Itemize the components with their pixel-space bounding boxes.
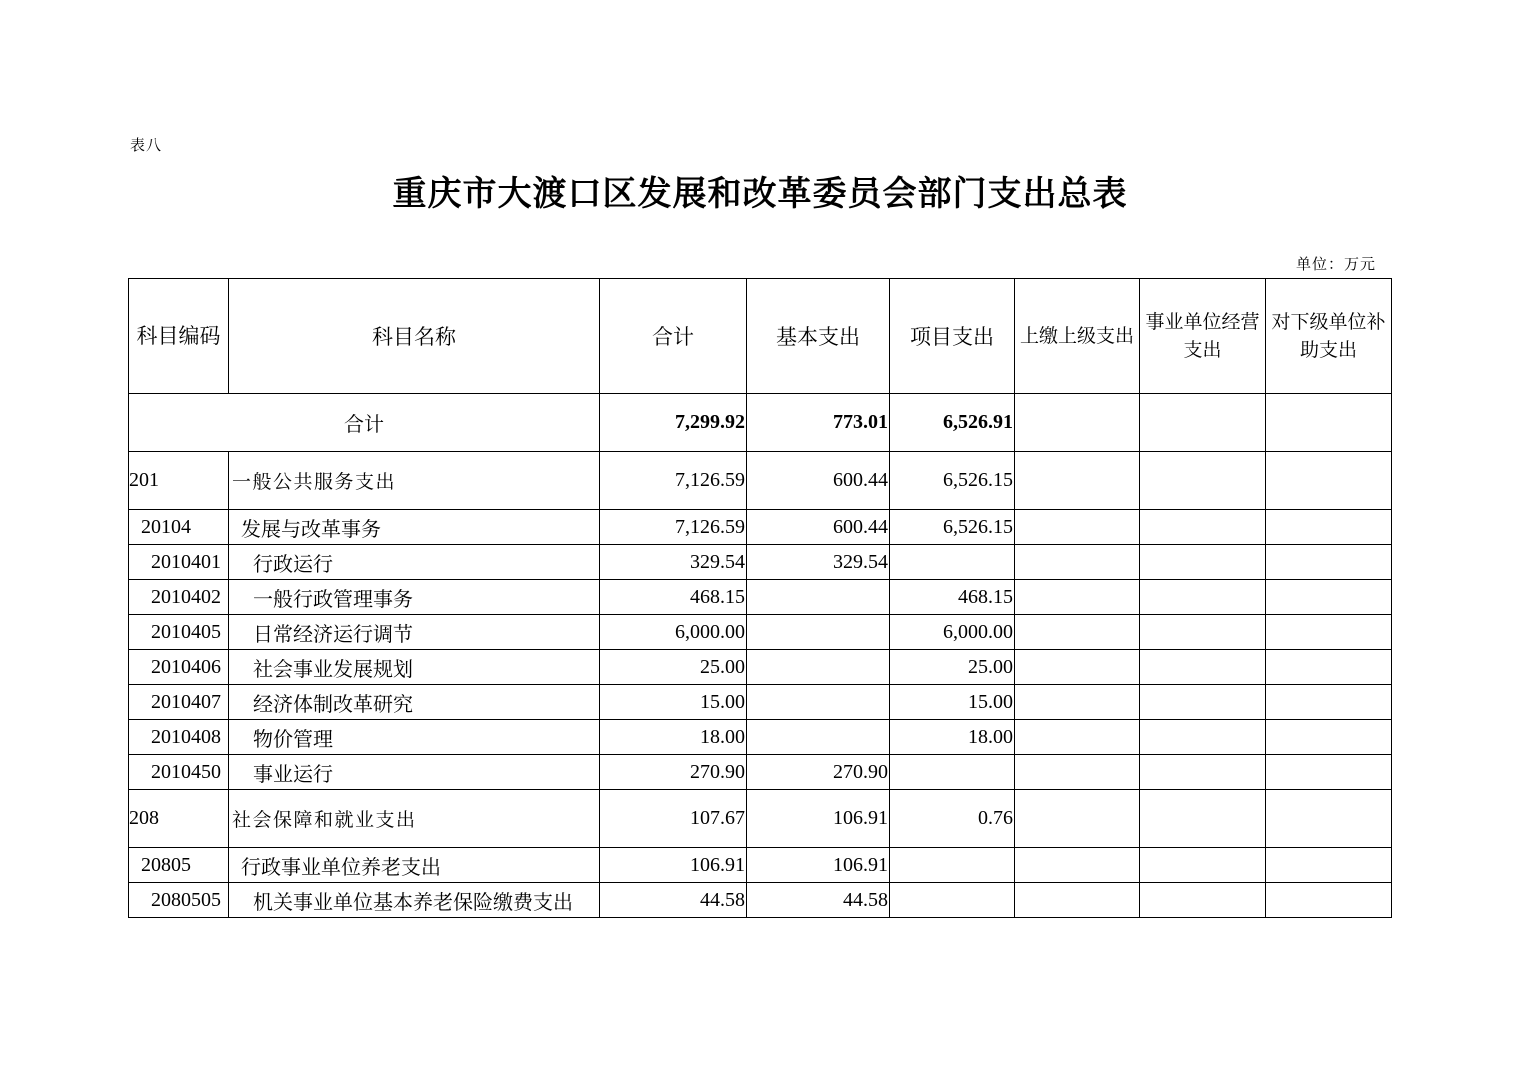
- row-code: 20805: [129, 848, 229, 883]
- row-basic: 270.90: [747, 755, 890, 790]
- header-basic: 基本支出: [747, 279, 890, 394]
- row-name: 一般公共服务支出: [229, 452, 600, 510]
- row-code: 2010407: [129, 685, 229, 720]
- total-subsidy: [1266, 394, 1392, 452]
- row-project: [890, 883, 1015, 918]
- row-name: 社会保障和就业支出: [229, 790, 600, 848]
- header-row: [129, 279, 1392, 394]
- table-row: [129, 650, 1392, 685]
- row-subsidy: [1266, 580, 1392, 615]
- header-subsidy: 对下级单位补助支出: [1266, 279, 1392, 394]
- row-basic: 106.91: [747, 790, 890, 848]
- table-label: 表八: [130, 136, 163, 154]
- row-name: 行政事业单位养老支出: [229, 848, 600, 883]
- header-upper: 上缴上级支出: [1015, 279, 1140, 394]
- row-business: [1140, 755, 1266, 790]
- row-upper: [1015, 790, 1140, 848]
- row-total: 270.90: [600, 755, 747, 790]
- row-total: 25.00: [600, 650, 747, 685]
- row-code: 201: [129, 452, 229, 510]
- row-basic: 600.44: [747, 452, 890, 510]
- row-project: 6,526.15: [890, 452, 1015, 510]
- row-business: [1140, 650, 1266, 685]
- row-total: 15.00: [600, 685, 747, 720]
- table-row: [129, 685, 1392, 720]
- row-subsidy: [1266, 720, 1392, 755]
- document-title: 重庆市大渡口区发展和改革委员会部门支出总表: [392, 174, 1128, 214]
- row-code: 208: [129, 790, 229, 848]
- row-subsidy: [1266, 650, 1392, 685]
- row-subsidy: [1266, 755, 1392, 790]
- row-upper: [1015, 848, 1140, 883]
- row-basic: [747, 685, 890, 720]
- row-subsidy: [1266, 848, 1392, 883]
- header-code: 科目编码: [129, 279, 229, 394]
- row-total: 468.15: [600, 580, 747, 615]
- row-subsidy: [1266, 545, 1392, 580]
- total-label: 合计: [129, 394, 600, 452]
- row-subsidy: [1266, 510, 1392, 545]
- table-row: [129, 452, 1392, 510]
- row-total: 329.54: [600, 545, 747, 580]
- row-upper: [1015, 545, 1140, 580]
- row-project: 15.00: [890, 685, 1015, 720]
- row-total: 6,000.00: [600, 615, 747, 650]
- row-total: 44.58: [600, 883, 747, 918]
- header-business: 事业单位经营支出: [1140, 279, 1266, 394]
- unit-label: 单位：万元: [1296, 255, 1377, 273]
- row-project: 6,526.15: [890, 510, 1015, 545]
- table-row: [129, 580, 1392, 615]
- row-basic: [747, 650, 890, 685]
- row-total: 18.00: [600, 720, 747, 755]
- row-project: 25.00: [890, 650, 1015, 685]
- row-name: 经济体制改革研究: [229, 685, 600, 720]
- row-business: [1140, 720, 1266, 755]
- row-basic: 329.54: [747, 545, 890, 580]
- row-project: 18.00: [890, 720, 1015, 755]
- row-basic: 44.58: [747, 883, 890, 918]
- row-business: [1140, 580, 1266, 615]
- header-name: 科目名称: [229, 279, 600, 394]
- table-row: [129, 545, 1392, 580]
- total-business: [1140, 394, 1266, 452]
- row-name: 物价管理: [229, 720, 600, 755]
- row-code: 2010450: [129, 755, 229, 790]
- header-project: 项目支出: [890, 279, 1015, 394]
- row-code: 2010402: [129, 580, 229, 615]
- row-subsidy: [1266, 685, 1392, 720]
- row-project: [890, 755, 1015, 790]
- row-business: [1140, 510, 1266, 545]
- row-code: 2010406: [129, 650, 229, 685]
- row-code: 2010401: [129, 545, 229, 580]
- row-project: [890, 848, 1015, 883]
- row-name: 日常经济运行调节: [229, 615, 600, 650]
- row-basic: 600.44: [747, 510, 890, 545]
- row-code: 2010405: [129, 615, 229, 650]
- row-upper: [1015, 685, 1140, 720]
- row-upper: [1015, 755, 1140, 790]
- row-name: 一般行政管理事务: [229, 580, 600, 615]
- row-name: 行政运行: [229, 545, 600, 580]
- row-basic: [747, 615, 890, 650]
- table-row: [129, 510, 1392, 545]
- row-project: [890, 545, 1015, 580]
- row-business: [1140, 545, 1266, 580]
- table-row: [129, 848, 1392, 883]
- row-code: 20104: [129, 510, 229, 545]
- row-business: [1140, 685, 1266, 720]
- row-upper: [1015, 510, 1140, 545]
- row-total: 7,126.59: [600, 510, 747, 545]
- row-subsidy: [1266, 452, 1392, 510]
- row-project: 0.76: [890, 790, 1015, 848]
- table-row: [129, 883, 1392, 918]
- table-row: [129, 790, 1392, 848]
- row-name: 发展与改革事务: [229, 510, 600, 545]
- row-business: [1140, 452, 1266, 510]
- row-business: [1140, 848, 1266, 883]
- total-upper: [1015, 394, 1140, 452]
- row-code: 2010408: [129, 720, 229, 755]
- total-sum: 7,299.92: [600, 394, 747, 452]
- row-business: [1140, 615, 1266, 650]
- row-upper: [1015, 720, 1140, 755]
- total-project: 6,526.91: [890, 394, 1015, 452]
- table-row: [129, 615, 1392, 650]
- row-subsidy: [1266, 615, 1392, 650]
- row-upper: [1015, 883, 1140, 918]
- expenditure-table: [128, 278, 1392, 918]
- row-upper: [1015, 615, 1140, 650]
- row-total: 106.91: [600, 848, 747, 883]
- row-basic: 106.91: [747, 848, 890, 883]
- row-name: 事业运行: [229, 755, 600, 790]
- row-subsidy: [1266, 790, 1392, 848]
- table-row: [129, 755, 1392, 790]
- row-business: [1140, 883, 1266, 918]
- row-project: 468.15: [890, 580, 1015, 615]
- row-basic: [747, 720, 890, 755]
- row-code: 2080505: [129, 883, 229, 918]
- row-name: 社会事业发展规划: [229, 650, 600, 685]
- total-basic: 773.01: [747, 394, 890, 452]
- row-upper: [1015, 452, 1140, 510]
- header-total: 合计: [600, 279, 747, 394]
- row-total: 107.67: [600, 790, 747, 848]
- row-basic: [747, 580, 890, 615]
- row-business: [1140, 790, 1266, 848]
- row-total: 7,126.59: [600, 452, 747, 510]
- row-subsidy: [1266, 883, 1392, 918]
- total-row: [129, 394, 1392, 452]
- row-upper: [1015, 650, 1140, 685]
- row-project: 6,000.00: [890, 615, 1015, 650]
- row-upper: [1015, 580, 1140, 615]
- table-row: [129, 720, 1392, 755]
- row-name: 机关事业单位基本养老保险缴费支出: [229, 883, 600, 918]
